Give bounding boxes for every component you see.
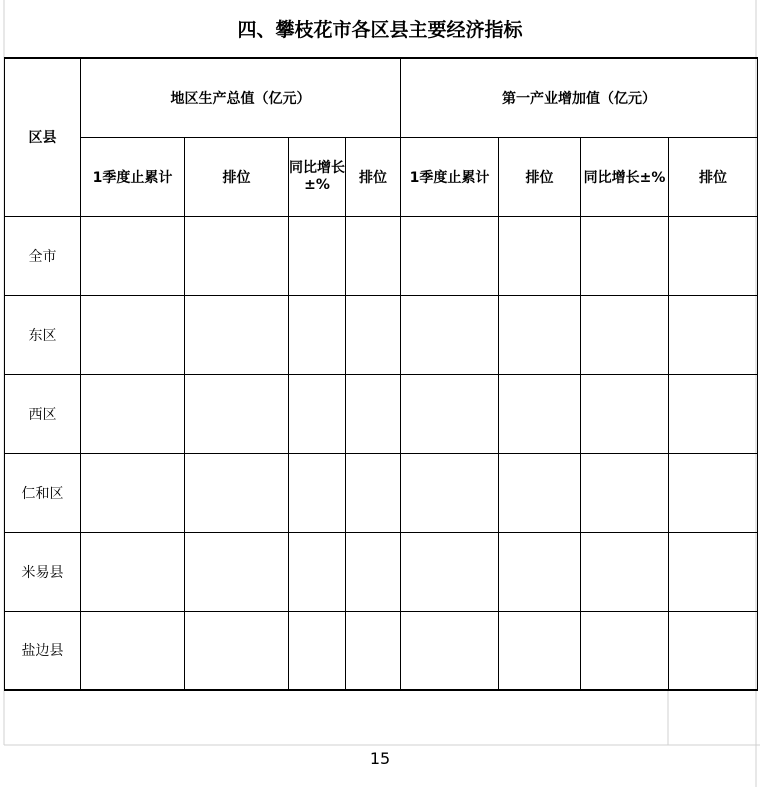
data-cell[interactable] [499, 453, 581, 532]
table-row [5, 374, 758, 453]
data-cell[interactable] [185, 611, 289, 690]
gdp-rank-header: 排位 [185, 137, 289, 216]
district-cell: 盐边县 [5, 611, 81, 690]
data-cell[interactable] [81, 611, 185, 690]
data-cell[interactable] [581, 374, 669, 453]
table-row [5, 532, 758, 611]
district-cell: 米易县 [5, 532, 81, 611]
data-cell[interactable] [346, 532, 401, 611]
data-cell[interactable] [581, 295, 669, 374]
data-cell[interactable] [669, 532, 758, 611]
data-cell[interactable] [581, 532, 669, 611]
data-cell[interactable] [81, 374, 185, 453]
data-cell[interactable] [499, 216, 581, 295]
data-cell[interactable] [669, 295, 758, 374]
data-cell[interactable] [346, 295, 401, 374]
data-cell[interactable] [669, 611, 758, 690]
data-cell[interactable] [581, 216, 669, 295]
district-cell: 东区 [5, 295, 81, 374]
data-cell[interactable] [81, 532, 185, 611]
data-cell[interactable] [346, 611, 401, 690]
data-cell[interactable] [289, 374, 346, 453]
data-cell[interactable] [289, 453, 346, 532]
district-cell: 全市 [5, 216, 81, 295]
data-cell[interactable] [185, 216, 289, 295]
data-cell[interactable] [499, 295, 581, 374]
gdp-yoy-growth-header: 同比增长±% [289, 137, 346, 216]
data-cell[interactable] [185, 374, 289, 453]
table-row [5, 295, 758, 374]
data-cell[interactable] [499, 532, 581, 611]
data-cell[interactable] [401, 295, 499, 374]
data-cell[interactable] [185, 295, 289, 374]
table-row [5, 216, 758, 295]
district-cell: 仁和区 [5, 453, 81, 532]
data-cell[interactable] [81, 216, 185, 295]
data-cell[interactable] [289, 295, 346, 374]
district-cell: 西区 [5, 374, 81, 453]
data-cell[interactable] [581, 611, 669, 690]
data-cell[interactable] [81, 295, 185, 374]
data-cell[interactable] [669, 374, 758, 453]
economic-indicators-table [4, 57, 758, 691]
table-row [5, 453, 758, 532]
data-cell[interactable] [669, 453, 758, 532]
data-cell[interactable] [185, 453, 289, 532]
table-row [5, 611, 758, 690]
primary-yoy-growth-header: 同比增长±% [581, 137, 669, 216]
data-cell[interactable] [669, 216, 758, 295]
district-header: 区县 [5, 58, 81, 216]
data-cell[interactable] [289, 611, 346, 690]
primary-growth-rank-header: 排位 [669, 137, 758, 216]
data-cell[interactable] [581, 453, 669, 532]
page-number: 15 [369, 749, 391, 768]
data-cell[interactable] [289, 532, 346, 611]
gdp-group-header: 地区生产总值（亿元） [81, 58, 401, 137]
primary-industry-group-header: 第一产业增加值（亿元） [401, 58, 758, 137]
data-cell[interactable] [346, 216, 401, 295]
data-cell[interactable] [401, 611, 499, 690]
data-cell[interactable] [289, 216, 346, 295]
data-cell[interactable] [401, 216, 499, 295]
page-title: 四、攀枝花市各区县主要经济指标 [237, 19, 523, 41]
data-cell[interactable] [499, 611, 581, 690]
data-cell[interactable] [346, 453, 401, 532]
data-cell[interactable] [346, 374, 401, 453]
data-cell[interactable] [499, 374, 581, 453]
data-cell[interactable] [401, 374, 499, 453]
data-cell[interactable] [401, 453, 499, 532]
gdp-growth-rank-header: 排位 [346, 137, 401, 216]
gdp-q1-cumulative-header: 1季度止累计 [81, 137, 185, 216]
data-cell[interactable] [81, 453, 185, 532]
data-cell[interactable] [185, 532, 289, 611]
primary-q1-cumulative-header: 1季度止累计 [401, 137, 499, 216]
primary-rank-header: 排位 [499, 137, 581, 216]
data-cell[interactable] [401, 532, 499, 611]
